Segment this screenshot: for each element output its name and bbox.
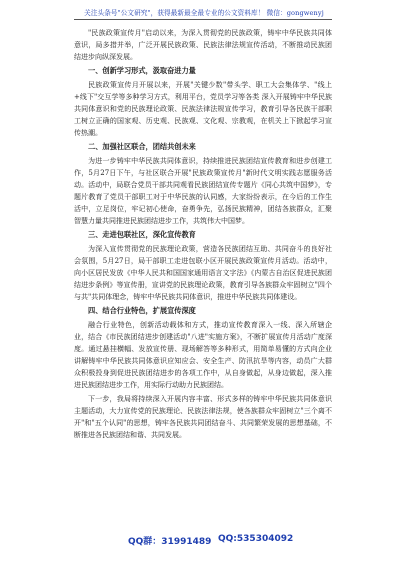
document-body [74, 27, 332, 443]
section-heading-3: 三、走进包联社区，深化宣传教育 [88, 230, 196, 239]
closing-paragraph: 下一步，我局将持续深入开展内容丰富、形式多样的铸牢中华民族共同体意识主题活动，大力宣传党的民族理论、民族法律法规，使各族群众牢固树立"三个离不开"和"五个认同"的思想，铸牢各民族共同团结奋斗、共同繁荣发展的思想基础，不断推进各民族团结和谐、共同发展。 [74, 395, 332, 439]
footer-contact [0, 534, 408, 548]
section-paragraph-1: 民族政策宣传月开展以来，开展"关键少数"带头学、职工大会集体学、"线上+线下"交互学等多种学习方式，利用平台，党员学习等各类 深入开展铸牢中华民族共同体意识和党的民族理论政策、民族法律法规宣传学习，教育引导各民族干部职工树立正确的国家观、历史观、民族观、文化观、宗教观，在机关上下掀起学习宣传热潮。 [74, 81, 332, 137]
intro-paragraph: "民族政策宣传月"启动以来，为深入贯彻党的民族政策，铸牢中华民族共同体意识，局多措并举，广泛开展民族政策、民族法律法规宣传活动，不断推动民族团结进步向纵深发展。 [74, 29, 332, 61]
section-heading-4: 四、结合行业特色，扩展宣传深度 [88, 306, 196, 315]
section-paragraph-3: 为深入宣传贯彻党的民族理论政策，营造各民族团结互助、共同奋斗的良好社会氛围，5月27日，局干部职工走进包联小区开展民族政策宣传月活动。活动中，向小区居民发放《中华人民共和国国家通用语言文字法》《内蒙古自治区促进民族团结进步条例》等宣传册，宣讲党的民族理论政策，教育引导各族群众牢固树立"四个与共"共同体理念，铸牢中华民族共同体意识，推进中华民族共同体建设。 [74, 245, 332, 301]
section-paragraph-4: 融合行业特色，创新活动载体和方式，推动宣传教育深入一线、深入所辖企业，结合《市民族团结进步创建活动"八进"实施方案》，不断扩展宣传月活动广度深度。通过悬挂横幅、发放宣传册、现场解答等多种形式，用简单易懂的方式向企业讲解铸牢中华民族共同体意识应知应会、安全生产、防汛抗旱等内容，动员广大群众积极投身到促进民族团结进步的各项工作中，从自身做起，从身边做起，深入推进民族团结进步工作，用实际行动助力民族团结。 [74, 321, 332, 389]
footer-qq-group: QQ群：31991489 [128, 537, 212, 547]
header-divider [74, 19, 332, 20]
section-heading-1: 一、创新学习形式，汲取奋进力量 [88, 66, 196, 75]
header-banner: 关注头条号"公文研究"，获得最新最全最专业的公文资料库！ 微信：gongwenyj [84, 9, 324, 17]
section-heading-2: 二、加强社区联合，团结共创未来 [88, 142, 196, 151]
footer-qq-number: QQ:535304092 [218, 534, 294, 544]
section-paragraph-2: 为进一步铸牢中华民族共同体意识，持续推进民族团结宣传教育和进步创建工作，5月27日下午，与社区联合开展"民族政策宣传月"新时代文明实践志愿服务活动。活动中，局联合党员干部共同观看民族团结宣传专题片《同心共筑中国梦》，专题片教育了党员干部职工对于中华民族的认同感，大家纷纷表示，在今后的工作生活中，立足岗位，牢记初心使命，奋勇争先，弘扬民族精神，团结各族群众，汇聚智慧力量共同推进民族团结进步工作，共筑伟大中国梦。 [74, 157, 332, 225]
